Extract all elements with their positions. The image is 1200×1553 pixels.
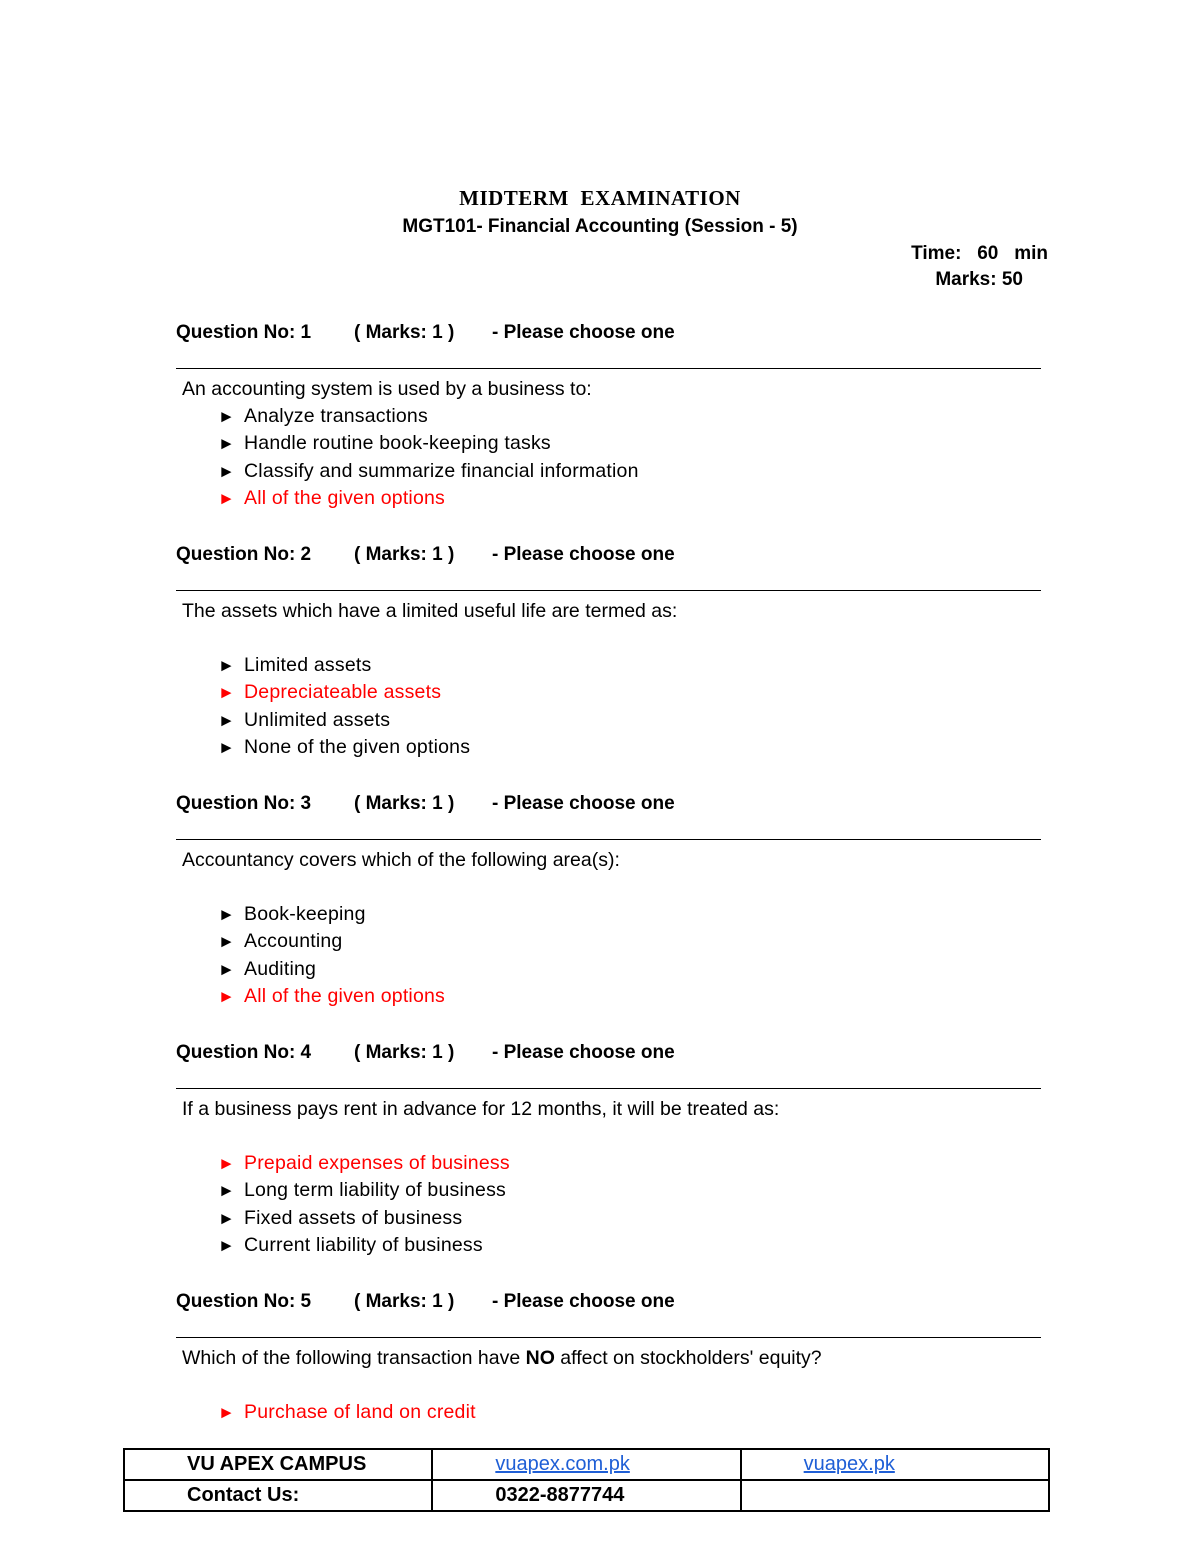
website-link[interactable]: vuapex.pk: [741, 1449, 1049, 1480]
option-label: All of the given options: [244, 486, 446, 509]
arrow-marker-icon: ►: [218, 1235, 236, 1255]
arrow-marker-icon: ►: [218, 1403, 236, 1422]
option[interactable]: [218, 901, 1041, 928]
option-label: Purchase of land on credit: [244, 1401, 476, 1423]
question-divider: [176, 1088, 1041, 1089]
question-text: If a business pays rent in advance for 12 months, it will be treated as:: [182, 1098, 780, 1120]
option-list: [218, 403, 1041, 512]
question-marks: ( Marks: 1 ): [354, 1042, 455, 1063]
question-instruction: - Please choose one: [492, 1291, 675, 1312]
arrow-marker-icon: ►: [218, 737, 236, 757]
exam-title: MIDTERM EXAMINATION: [459, 186, 741, 210]
question-instruction: - Please choose one: [492, 544, 675, 565]
arrow-marker-icon: ►: [218, 461, 236, 481]
arrow-marker-icon: ►: [218, 905, 236, 924]
option-label: All of the given options: [244, 984, 446, 1007]
option-label: Fixed assets of business: [244, 1206, 463, 1229]
empty-cell: [741, 1480, 1049, 1511]
option[interactable]: [218, 458, 1041, 485]
question-text-part: Which of the following transaction have: [182, 1347, 526, 1369]
arrow-marker-icon: ►: [218, 656, 236, 675]
option[interactable]: [218, 707, 1041, 734]
question-header: [176, 1039, 1041, 1067]
option[interactable]: [218, 734, 1041, 761]
arrow-marker-icon: ►: [218, 959, 236, 979]
question-text: An accounting system is used by a business to:: [182, 378, 592, 400]
question-divider: [176, 1337, 1041, 1338]
arrow-marker-icon: ►: [218, 407, 236, 426]
website-link[interactable]: vuapex.com.pk: [432, 1449, 740, 1480]
question-number: Question No: 3: [176, 793, 312, 814]
question-text: Accountancy covers which of the following area(s):: [182, 849, 620, 871]
question-number: Question No: 4: [176, 1042, 312, 1063]
question-marks: ( Marks: 1 ): [354, 544, 455, 565]
option-label: Prepaid expenses of business: [244, 1152, 510, 1174]
option[interactable]: [218, 1232, 1041, 1259]
option-correct[interactable]: [218, 485, 1041, 512]
question-instruction: - Please choose one: [492, 793, 675, 814]
arrow-marker-icon: ►: [218, 1208, 236, 1228]
exam-time: Time: 60 min: [911, 243, 1048, 264]
option-label: Long term liability of business: [244, 1179, 506, 1202]
question-3: [176, 790, 1041, 1010]
arrow-marker-icon: ►: [218, 434, 236, 454]
question-header: [176, 541, 1041, 569]
question-number: Question No: 5: [176, 1291, 312, 1312]
arrow-marker-icon: ►: [218, 932, 236, 952]
exam-subtitle: MGT101- Financial Accounting (Session - 5): [402, 216, 798, 237]
question-header: [176, 319, 1041, 347]
option[interactable]: [218, 928, 1041, 955]
question-text: [182, 1345, 1041, 1372]
option[interactable]: [218, 652, 1041, 679]
option[interactable]: [218, 956, 1041, 983]
footer-contact-table: [123, 1448, 1050, 1512]
question-marks: ( Marks: 1 ): [354, 322, 455, 343]
option-label: Current liability of business: [244, 1233, 483, 1256]
option-correct[interactable]: [218, 1399, 1041, 1426]
question-4: [176, 1039, 1041, 1259]
option-correct[interactable]: [218, 983, 1041, 1010]
arrow-marker-icon: ►: [218, 986, 236, 1006]
option[interactable]: [218, 1205, 1041, 1232]
question-5: [176, 1288, 1041, 1426]
option[interactable]: [218, 430, 1041, 457]
question-2: [176, 541, 1041, 761]
option-label: Book-keeping: [244, 903, 366, 925]
phone-number: 0322-8877744: [432, 1480, 740, 1511]
campus-name: VU APEX CAMPUS: [124, 1449, 432, 1480]
option-list: [218, 1399, 1041, 1426]
arrow-marker-icon: ►: [218, 683, 236, 703]
question-divider: [176, 590, 1041, 591]
option-list: [218, 901, 1041, 1010]
option-list: [218, 1150, 1041, 1259]
exam-marks: Marks: 50: [935, 269, 1023, 290]
question-1: [176, 319, 1041, 512]
option-label: Analyze transactions: [244, 405, 428, 427]
question-divider: [176, 839, 1041, 840]
option[interactable]: [218, 1177, 1041, 1204]
arrow-marker-icon: ►: [218, 710, 236, 730]
option-label: Handle routine book-keeping tasks: [244, 432, 551, 455]
question-divider: [176, 368, 1041, 369]
question-marks: ( Marks: 1 ): [354, 1291, 455, 1312]
option-list: [218, 652, 1041, 761]
option-correct[interactable]: [218, 1150, 1041, 1177]
contact-label: Contact Us:: [124, 1480, 432, 1511]
option-label: Accounting: [244, 930, 343, 953]
arrow-marker-icon: ►: [218, 488, 236, 508]
question-marks: ( Marks: 1 ): [354, 793, 455, 814]
option-label: None of the given options: [244, 735, 471, 758]
option-label: Unlimited assets: [244, 708, 391, 731]
arrow-marker-icon: ►: [218, 1181, 236, 1201]
question-text: The assets which have a limited useful life are termed as:: [182, 600, 678, 622]
option-label: Limited assets: [244, 654, 372, 676]
option-label: Depreciateable assets: [244, 681, 442, 704]
question-instruction: - Please choose one: [492, 1042, 675, 1063]
option-label: Classify and summarize financial information: [244, 459, 639, 482]
question-number: Question No: 2: [176, 544, 312, 565]
option-label: Auditing: [244, 957, 317, 980]
question-instruction: - Please choose one: [492, 322, 675, 343]
question-text-emphasis: NO: [525, 1347, 555, 1369]
arrow-marker-icon: ►: [218, 1154, 236, 1173]
option-correct[interactable]: [218, 679, 1041, 706]
question-number: Question No: 1: [176, 322, 312, 343]
question-text-part: affect on stockholders' equity?: [554, 1347, 822, 1369]
question-header: [176, 790, 1041, 818]
option[interactable]: [218, 403, 1041, 430]
question-header: [176, 1288, 1041, 1316]
